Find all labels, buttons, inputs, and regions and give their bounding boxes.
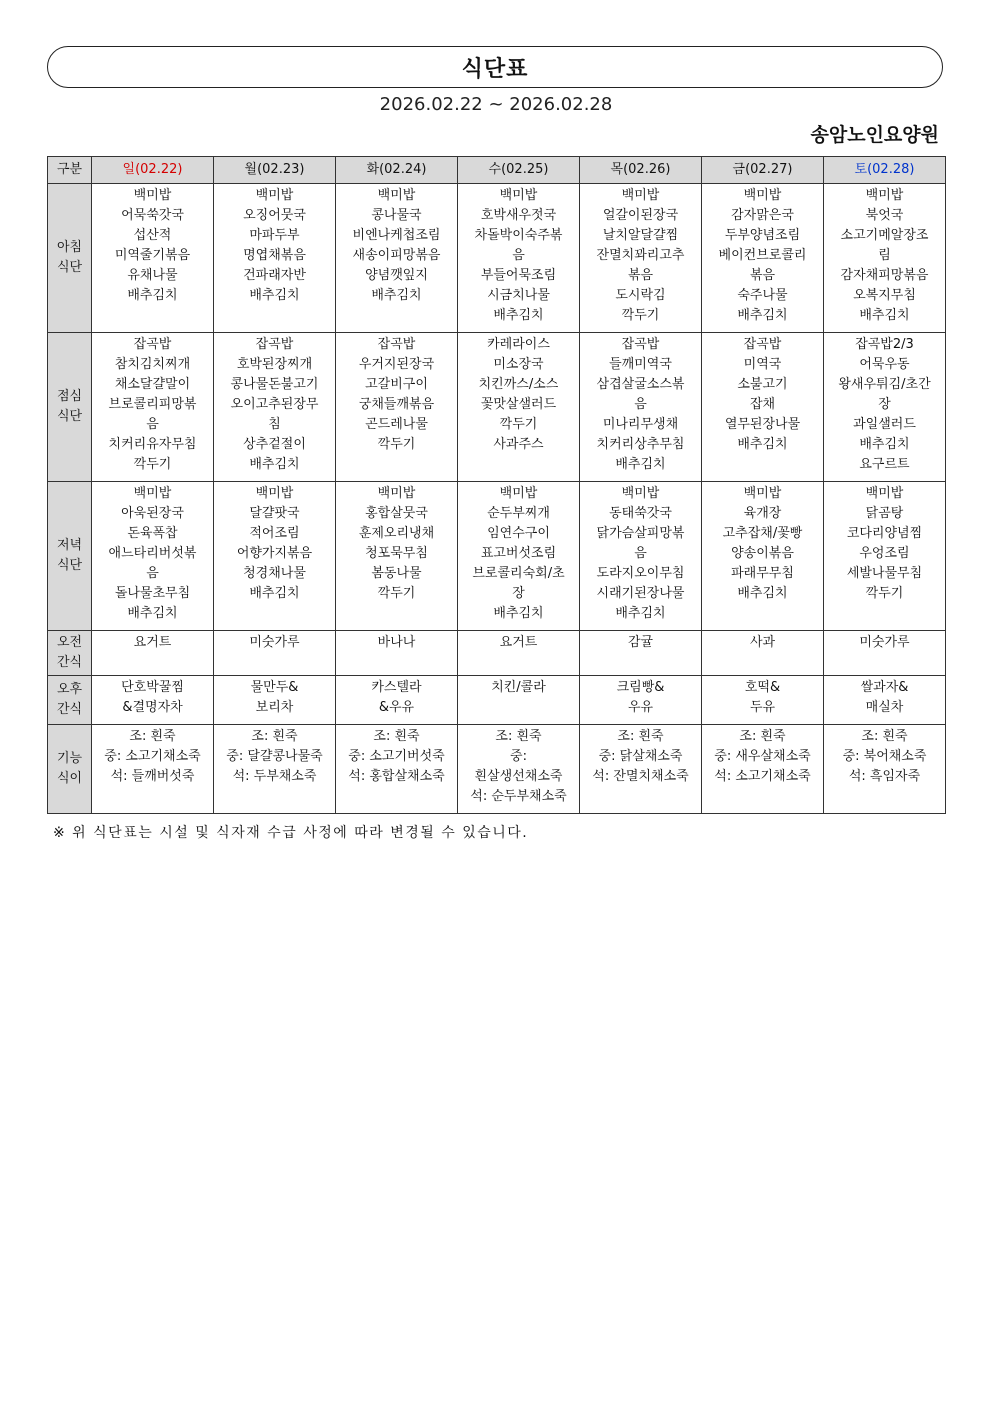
row-label-am-snack: 오전 간식 — [48, 631, 92, 676]
functional-diet-cell-sun: 조: 흰죽 중: 소고기채소죽 석: 들깨버섯죽 — [92, 725, 214, 814]
facility-name: 송암노인요양원 — [810, 124, 939, 146]
pm-snack-cell-sun: 단호박꿀찜 &결명자차 — [92, 676, 214, 725]
functional-diet-cell-fri: 조: 흰죽 중: 새우살채소죽 석: 소고기채소죽 — [702, 725, 824, 814]
title-box — [47, 46, 943, 88]
am-snack-cell-wed: 요거트 — [458, 631, 580, 676]
functional-diet-cell-mon: 조: 흰죽 중: 달걀콩나물죽 석: 두부채소죽 — [214, 725, 336, 814]
lunch-cell-wed: 카레라이스 미소장국 치킨까스/소스 꽃맛살샐러드 깍두기 사과주스 — [458, 333, 580, 482]
am-snack-cell-thu: 감귤 — [580, 631, 702, 676]
am-snack-cell-sat: 미숫가루 — [824, 631, 946, 676]
header-row — [48, 157, 946, 184]
am-snack-cell-sun: 요거트 — [92, 631, 214, 676]
pm-snack-row — [48, 676, 946, 725]
dinner-cell-fri: 백미밥 육개장 고추잡채/꽃빵 양송이볶음 파래무무침 배추김치 — [702, 482, 824, 631]
row-label-pm-snack: 오후 간식 — [48, 676, 92, 725]
header-day-fri: 금(02.27) — [702, 157, 824, 184]
lunch-cell-mon: 잡곡밥 호박된장찌개 콩나물돈불고기 오이고추된장무 침 상추겉절이 배추김치 — [214, 333, 336, 482]
pm-snack-cell-tue: 카스텔라 &우유 — [336, 676, 458, 725]
lunch-cell-fri: 잡곡밥 미역국 소불고기 잡채 열무된장나물 배추김치 — [702, 333, 824, 482]
pm-snack-cell-thu: 크림빵& 우유 — [580, 676, 702, 725]
date-range: 2026.02.22 ~ 2026.02.28 — [379, 94, 613, 115]
breakfast-row — [48, 184, 946, 333]
header-day-sun: 일(02.22) — [92, 157, 214, 184]
am-snack-cell-tue: 바나나 — [336, 631, 458, 676]
dinner-cell-sun: 백미밥 아욱된장국 돈육폭찹 애느타리버섯볶 음 돌나물초무침 배추김치 — [92, 482, 214, 631]
header-day-mon: 월(02.23) — [214, 157, 336, 184]
lunch-row — [48, 333, 946, 482]
functional-diet-cell-wed: 조: 흰죽 중: 흰살생선채소죽 석: 순두부채소죽 — [458, 725, 580, 814]
menu-table — [47, 156, 946, 814]
breakfast-cell-sat: 백미밥 북엇국 소고기메알장조 림 감자채피망볶음 오복지무침 배추김치 — [824, 184, 946, 333]
header-day-tue: 화(02.24) — [336, 157, 458, 184]
lunch-cell-sat: 잡곡밥2/3 어묵우동 왕새우튀김/초간 장 과일샐러드 배추김치 요구르트 — [824, 333, 946, 482]
am-snack-cell-fri: 사과 — [702, 631, 824, 676]
breakfast-cell-thu: 백미밥 얼갈이된장국 날치알달걀찜 잔멸치꽈리고추 볶음 도시락김 깍두기 — [580, 184, 702, 333]
breakfast-cell-mon: 백미밥 오징어뭇국 마파두부 명엽채볶음 건파래자반 배추김치 — [214, 184, 336, 333]
breakfast-cell-tue: 백미밥 콩나물국 비엔나케첩조림 새송이피망볶음 양념깻잎지 배추김치 — [336, 184, 458, 333]
dinner-cell-mon: 백미밥 달걀팟국 적어조림 어향가지볶음 청경채나물 배추김치 — [214, 482, 336, 631]
header-day-wed: 수(02.25) — [458, 157, 580, 184]
functional-diet-cell-sat: 조: 흰죽 중: 북어채소죽 석: 흑임자죽 — [824, 725, 946, 814]
lunch-cell-tue: 잡곡밥 우거지된장국 고갈비구이 궁채들깨볶음 곤드레나물 깍두기 — [336, 333, 458, 482]
pm-snack-cell-fri: 호떡& 두유 — [702, 676, 824, 725]
header-day-thu: 목(02.26) — [580, 157, 702, 184]
breakfast-cell-fri: 백미밥 감자맑은국 두부양념조림 베이컨브로콜리 볶음 숙주나물 배추김치 — [702, 184, 824, 333]
header-day-sat: 토(02.28) — [824, 157, 946, 184]
pm-snack-cell-mon: 물만두& 보리차 — [214, 676, 336, 725]
functional-diet-row — [48, 725, 946, 814]
row-label-functional-diet: 기능 식이 — [48, 725, 92, 814]
am-snack-row — [48, 631, 946, 676]
functional-diet-cell-thu: 조: 흰죽 중: 닭살채소죽 석: 잔멸치채소죽 — [580, 725, 702, 814]
dinner-cell-tue: 백미밥 홍합살뭇국 훈제오리냉채 청포묵무침 봄동나물 깍두기 — [336, 482, 458, 631]
header-label: 구분 — [48, 157, 92, 184]
lunch-cell-sun: 잡곡밥 참치김치찌개 채소달걀말이 브로콜리피망볶 음 치커리유자무침 깍두기 — [92, 333, 214, 482]
pm-snack-cell-sat: 쌀과자& 매실차 — [824, 676, 946, 725]
dinner-row — [48, 482, 946, 631]
am-snack-cell-mon: 미숫가루 — [214, 631, 336, 676]
row-label-dinner: 저녁 식단 — [48, 482, 92, 631]
dinner-cell-sat: 백미밥 닭곰탕 코다리양념찜 우엉조림 세발나물무침 깍두기 — [824, 482, 946, 631]
page-title: 식단표 — [461, 56, 529, 82]
dinner-cell-thu: 백미밥 동태쑥갓국 닭가슴살피망볶 음 도라지오이무침 시래기된장나물 배추김치 — [580, 482, 702, 631]
breakfast-cell-sun: 백미밥 어묵쑥갓국 섭산적 미역줄기볶음 유채나물 배추김치 — [92, 184, 214, 333]
lunch-cell-thu: 잡곡밥 들깨미역국 삼겹살굴소스볶 음 미나리무생채 치커리상추무침 배추김치 — [580, 333, 702, 482]
functional-diet-cell-tue: 조: 흰죽 중: 소고기버섯죽 석: 홍합살채소죽 — [336, 725, 458, 814]
footnote: ※ 위 식단표는 시설 및 식자재 수급 사정에 따라 변경될 수 있습니다. — [53, 825, 529, 841]
row-label-breakfast: 아침 식단 — [48, 184, 92, 333]
breakfast-cell-wed: 백미밥 호박새우젓국 차돌박이숙주볶 음 부들어묵조림 시금치나물 배추김치 — [458, 184, 580, 333]
row-label-lunch: 점심 식단 — [48, 333, 92, 482]
pm-snack-cell-wed: 치킨/콜라 — [458, 676, 580, 725]
dinner-cell-wed: 백미밥 순두부찌개 임연수구이 표고버섯조림 브로콜리숙회/초 장 배추김치 — [458, 482, 580, 631]
